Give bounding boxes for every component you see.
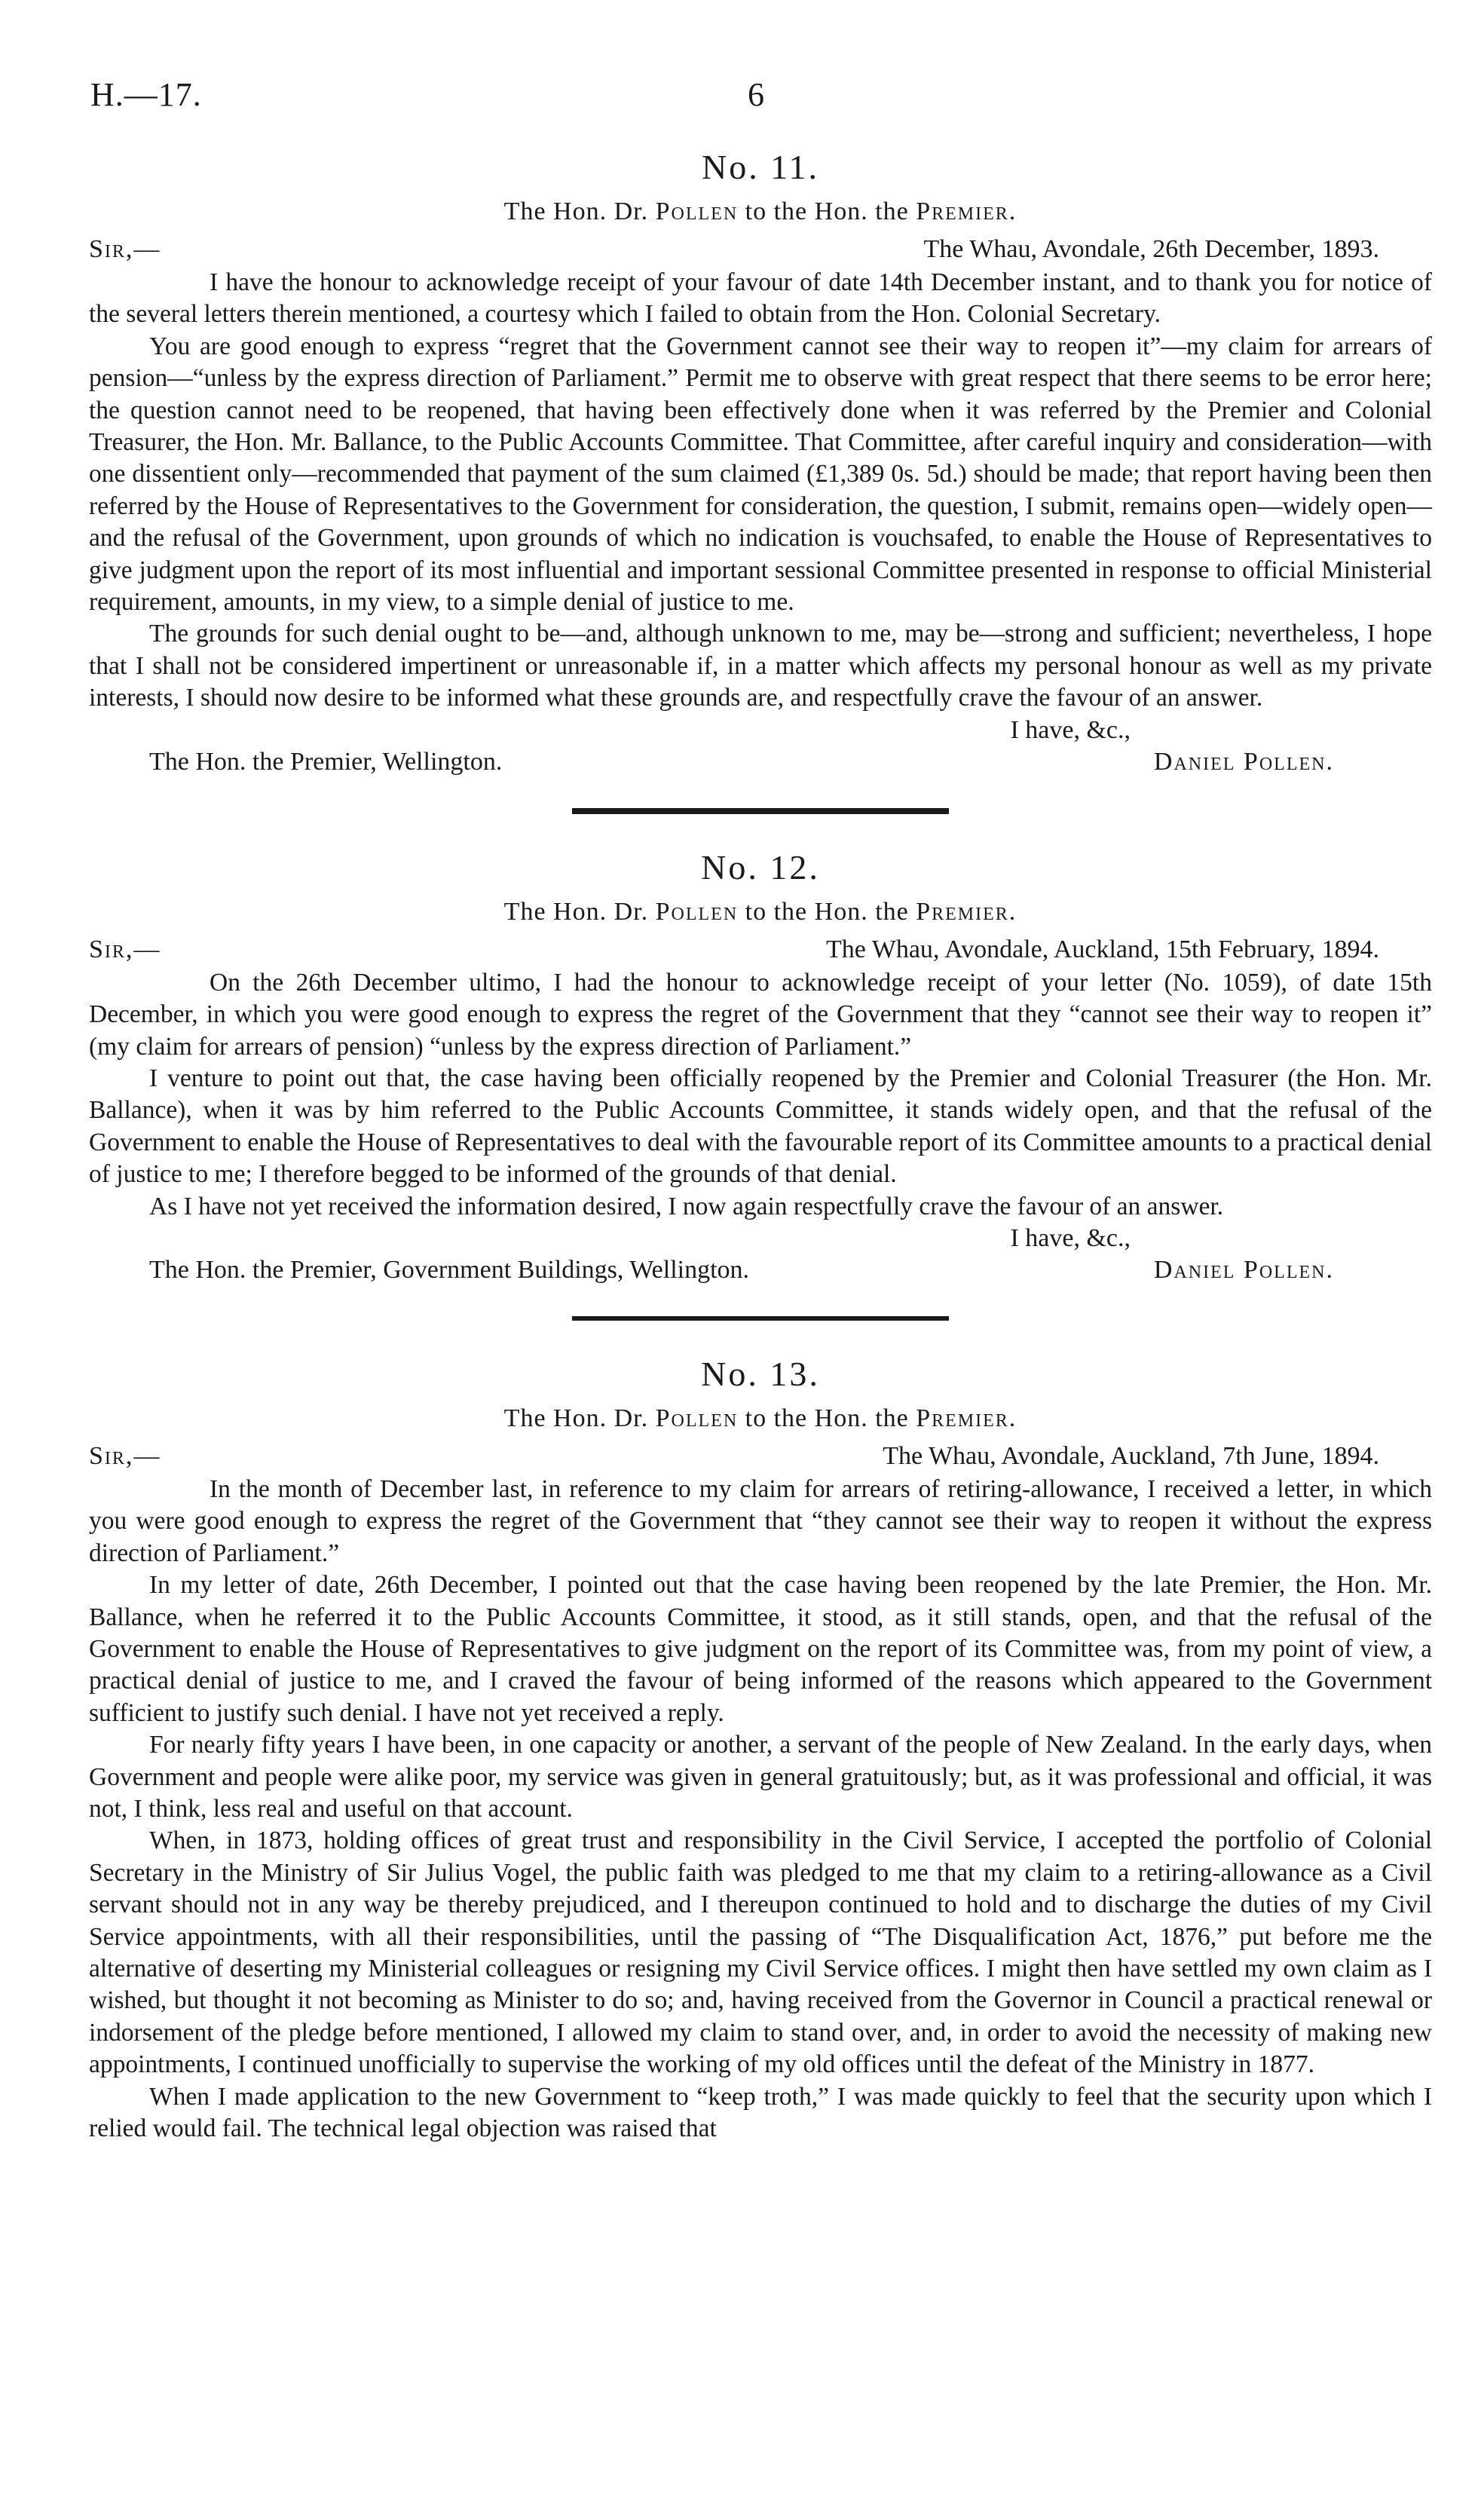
salutation: Sir,— (89, 235, 161, 263)
letter-from-line (89, 197, 1432, 226)
from-mid: to the Hon. the (745, 897, 909, 926)
signature: Daniel Pollen. (1153, 747, 1334, 776)
paragraph: For nearly fifty years I have been, in one capacity or another, a servant of the people of New Zealand. In the early days, when Government and people were alike poor, my service was given in general gratuitously; but, as it was professional and official, it was not, I think, less real and useful on that account. (89, 1731, 1432, 1823)
paragraph: In my letter of date, 26th December, I pointed out that the case having been reopened by the late Premier, the Hon. Mr. Ballance, when he referred it to the Public Accounts Committee, it stood, as it still stands, open, and that the refusal of the Government to enable the House of Representatives to give judgment on the report of its Committee was, from my point of view, a practical denial of justice to me, and I craved the favour of being informed of the reasons which appeared to the Government sufficient to justify such denial. I have not yet received a reply. (89, 1571, 1432, 1727)
from-mid: to the Hon. the (745, 197, 909, 225)
paragraph: In the month of December last, in reference to my claim for arrears of retiring-allowance, I received a letter, in which you were good enough to express the regret of the Government that “they cannot see their way to reopen it without the express direction of Parliament.” (89, 1474, 1432, 1567)
from-mid: to the Hon. the (745, 1404, 909, 1432)
salutation-row (89, 1442, 1432, 1471)
letter-13 (89, 1354, 1432, 2145)
place-date: The Whau, Avondale, Auckland, 7th June, 1894. (883, 1441, 1379, 1470)
place-date: The Whau, Avondale, 26th December, 1893. (923, 235, 1379, 263)
section-divider (572, 808, 949, 814)
from-name: Pollen (655, 197, 739, 225)
place-date: The Whau, Avondale, Auckland, 15th February, 1894. (826, 935, 1379, 963)
page-header (90, 75, 1387, 121)
addressee: The Hon. the Premier, Wellington. (149, 747, 503, 776)
from-name: Pollen (655, 897, 739, 926)
from-prefix: The Hon. Dr. (503, 197, 649, 225)
paragraph: I venture to point out that, the case having been officially reopened by the Premier and Colonial Treasurer (the Hon. Mr. Ballance), when it was by him referred to the Public Accounts Committee, it stands widely open, and that the refusal of the Government to enable the House of Representatives to deal with the favourable report of its Committee amounts to a practical denial of justice to me; I therefore begged to be informed of the grounds of that denial. (89, 1064, 1432, 1189)
letter-number: No. 12. (701, 847, 820, 886)
closing: I have, &c., (1010, 1223, 1131, 1252)
from-name: Pollen (655, 1404, 739, 1432)
from-title: Premier. (916, 1404, 1017, 1432)
paragraph: I have the honour to acknowledge receipt of your favour of date 14th December instant, and to thank you for notice of the several letters therein mentioned, a courtesy which I failed to obtain from the Hon. Colonial Secretary. (89, 268, 1432, 329)
paragraph: As I have not yet received the information desired, I now again respectfully crave the favour of an answer. (149, 1192, 1224, 1220)
document-reference: H.—17. (90, 76, 202, 113)
salutation: Sir,— (89, 1441, 161, 1470)
section-divider (572, 1316, 949, 1321)
letter-12 (89, 847, 1432, 1286)
paragraph: The grounds for such denial ought to be—and, although unknown to me, may be—strong and sufficient; nevertheless, I hope that I shall not be considered impertinent or unreasonable if, in a matter which affects my personal honour as well as my private interests, I should now desire to be informed what these grounds are, and respectfully crave the favour of an answer. (89, 620, 1432, 712)
from-title: Premier. (916, 197, 1017, 225)
paragraph: When, in 1873, holding offices of great trust and responsibility in the Civil Service, I accepted the portfolio of Colonial Secretary in the Ministry of Sir Julius Vogel, the public faith was pledged to me that my claim to a retiring-allowance as a Civil servant should not in any way be thereby prejudiced, and I thereupon continued to hold and to discharge the duties of my Civil Service appointments, with all their responsibilities, until the passing of “The Disqualification Act, 1876,” put before me the alternative of deserting my Ministerial colleagues or resigning my Civil Service offices. I might then have settled my own claim as I wished, but thought it not becoming as Minister to do so; and, having received from the Governor in Council a practical renewal or indorsement of the pledge before mentioned, I allowed my claim to stand over, and, in order to avoid the necessity of making new appointments, I continued unofficially to supervise the working of my old offices until the defeat of the Ministry in 1877. (89, 1826, 1432, 2079)
page-content (89, 147, 1432, 2145)
letter-from-line (89, 898, 1432, 926)
page-number: 6 (748, 76, 764, 113)
signature-row (89, 1254, 1432, 1286)
signature: Daniel Pollen. (1153, 1255, 1334, 1284)
paragraph: You are good enough to express “regret that the Government cannot see their way to reopen it”—my claim for arrears of pension—“unless by the express direction of Parliament.” Permit me to observe with great respect that there seems to be error here; the question cannot need to be reopened, that having been effectively done when it was referred by the Premier and Colonial Treasurer, the Hon. Mr. Ballance, to the Public Accounts Committee. That Committee, after careful inquiry and consideration—with one dissentient only—recommended that payment of the sum claimed (£1,389 0s. 5d.) should be made; that report having been then referred by the House of Representatives to the Government for consideration, the question, I submit, remains open—widely open—and the refusal of the Government, upon grounds of which no indication is vouchsafed, to enable the House of Representatives to give judgment upon the report of its most influential and important sessional Committee presented in response to official Ministerial requirement, amounts, in my view, to a simple denial of justice to me. (89, 332, 1432, 617)
letter-11 (89, 147, 1432, 778)
from-prefix: The Hon. Dr. (503, 1404, 649, 1432)
paragraph: On the 26th December ultimo, I had the honour to acknowledge receipt of your letter (No. 1059), of date 15th December, in which you were good enough to express the regret of the Government that they “cannot see their way to reopen it” (my claim for arrears of pension) “unless by the express direction of Parliament.” (89, 968, 1432, 1061)
letter-number: No. 11. (701, 148, 819, 186)
addressee: The Hon. the Premier, Government Buildings, Wellington. (149, 1255, 750, 1284)
salutation-row (89, 235, 1432, 264)
signature-row (89, 746, 1432, 778)
from-title: Premier. (916, 897, 1017, 926)
salutation: Sir,— (89, 935, 161, 963)
letter-from-line (89, 1404, 1432, 1433)
closing: I have, &c., (1010, 715, 1131, 744)
salutation-row (89, 935, 1432, 964)
letter-number: No. 13. (701, 1354, 820, 1393)
paragraph: When I made application to the new Government to “keep troth,” I was made quickly to feel that the security upon which I relied would fail. The technical legal objection was raised that (89, 2082, 1432, 2143)
from-prefix: The Hon. Dr. (503, 897, 649, 926)
